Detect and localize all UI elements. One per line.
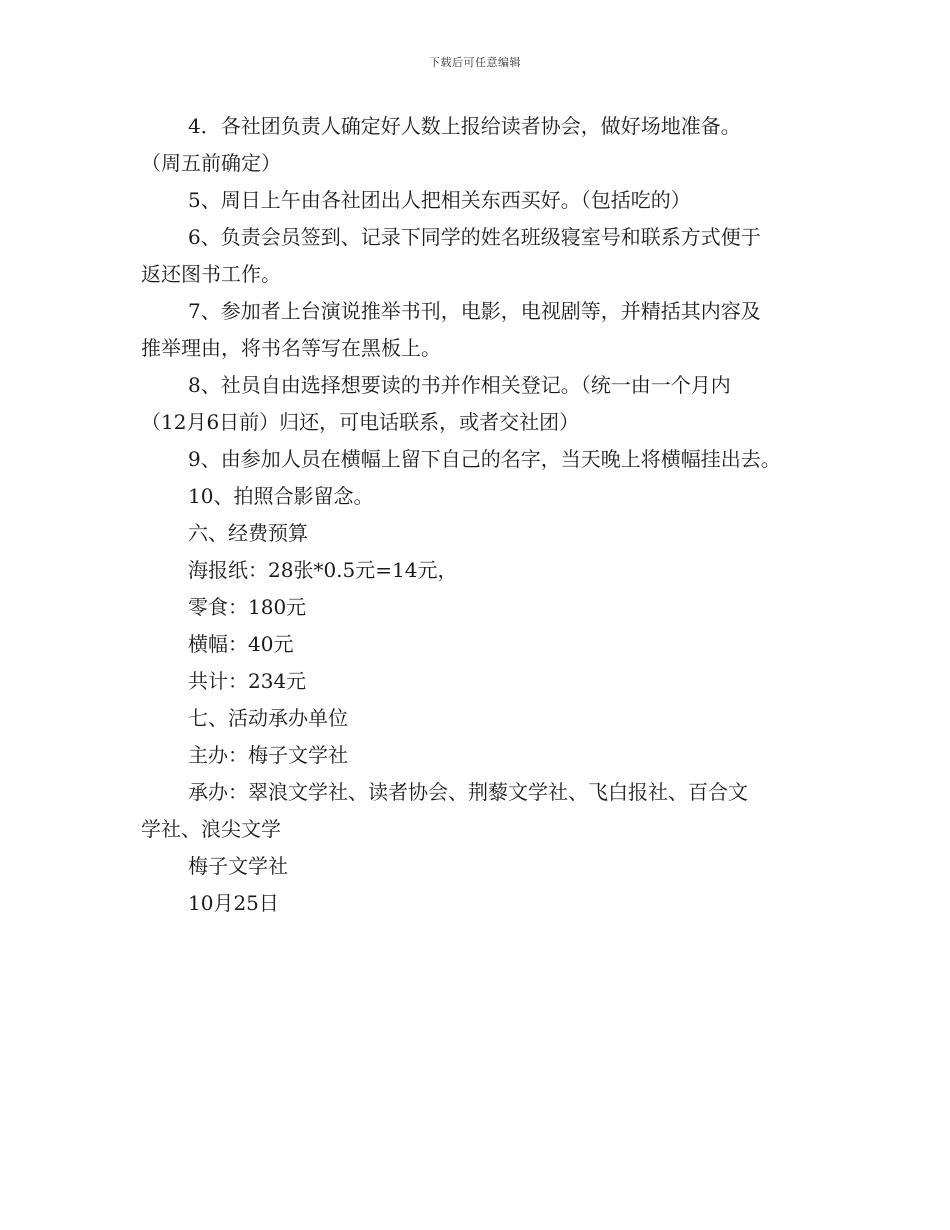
paragraph-line: 4．各社团负责人确定好人数上报给读者协会，做好场地准备。 (188, 114, 741, 138)
paragraph-line: （12月6日前）归还，可电话联系，或者交社团） (141, 410, 580, 434)
paragraph-line: 8、社员自由选择想要读的书并作相关登记。（统一由一个月内 (188, 373, 731, 397)
section-heading: 六、经费预算 (188, 521, 308, 545)
paragraph-line: 10、拍照合影留念。 (188, 484, 374, 508)
budget-item: 横幅：40元 (188, 632, 294, 656)
paragraph-line: 9、由参加人员在横幅上留下自己的名字，当天晚上将横幅挂出去。 (188, 447, 781, 471)
budget-item: 海报纸：28张*0.5元=14元， (188, 558, 458, 582)
paragraph-line: 推举理由，将书名等写在黑板上。 (141, 336, 441, 360)
signature-date: 10月25日 (188, 891, 279, 915)
section-heading: 七、活动承办单位 (188, 706, 348, 730)
paragraph-line: 7、参加者上台演说推举书刊，电影，电视剧等，并精括其内容及 (188, 299, 761, 323)
document-body (141, 108, 821, 922)
paragraph-line: 返还图书工作。 (141, 262, 281, 286)
paragraph-line: 6、负责会员签到、记录下同学的姓名班级寝室号和联系方式便于 (188, 225, 761, 249)
paragraph-line: 5、周日上午由各社团出人把相关东西买好。（包括吃的） (188, 188, 691, 212)
budget-item: 零食：180元 (188, 595, 307, 619)
paragraph-line: （周五前确定） (141, 151, 281, 175)
co-organizer-line: 承办：翠浪文学社、读者协会、荆藜文学社、飞白报社、百合文 (188, 780, 748, 804)
signature-name: 梅子文学社 (188, 854, 288, 878)
organizer-line: 主办：梅子文学社 (188, 743, 348, 767)
budget-total: 共计：234元 (188, 669, 307, 693)
page-header-note: 下载后可任意编辑 (429, 56, 521, 69)
co-organizer-line: 学社、浪尖文学 (141, 817, 281, 841)
